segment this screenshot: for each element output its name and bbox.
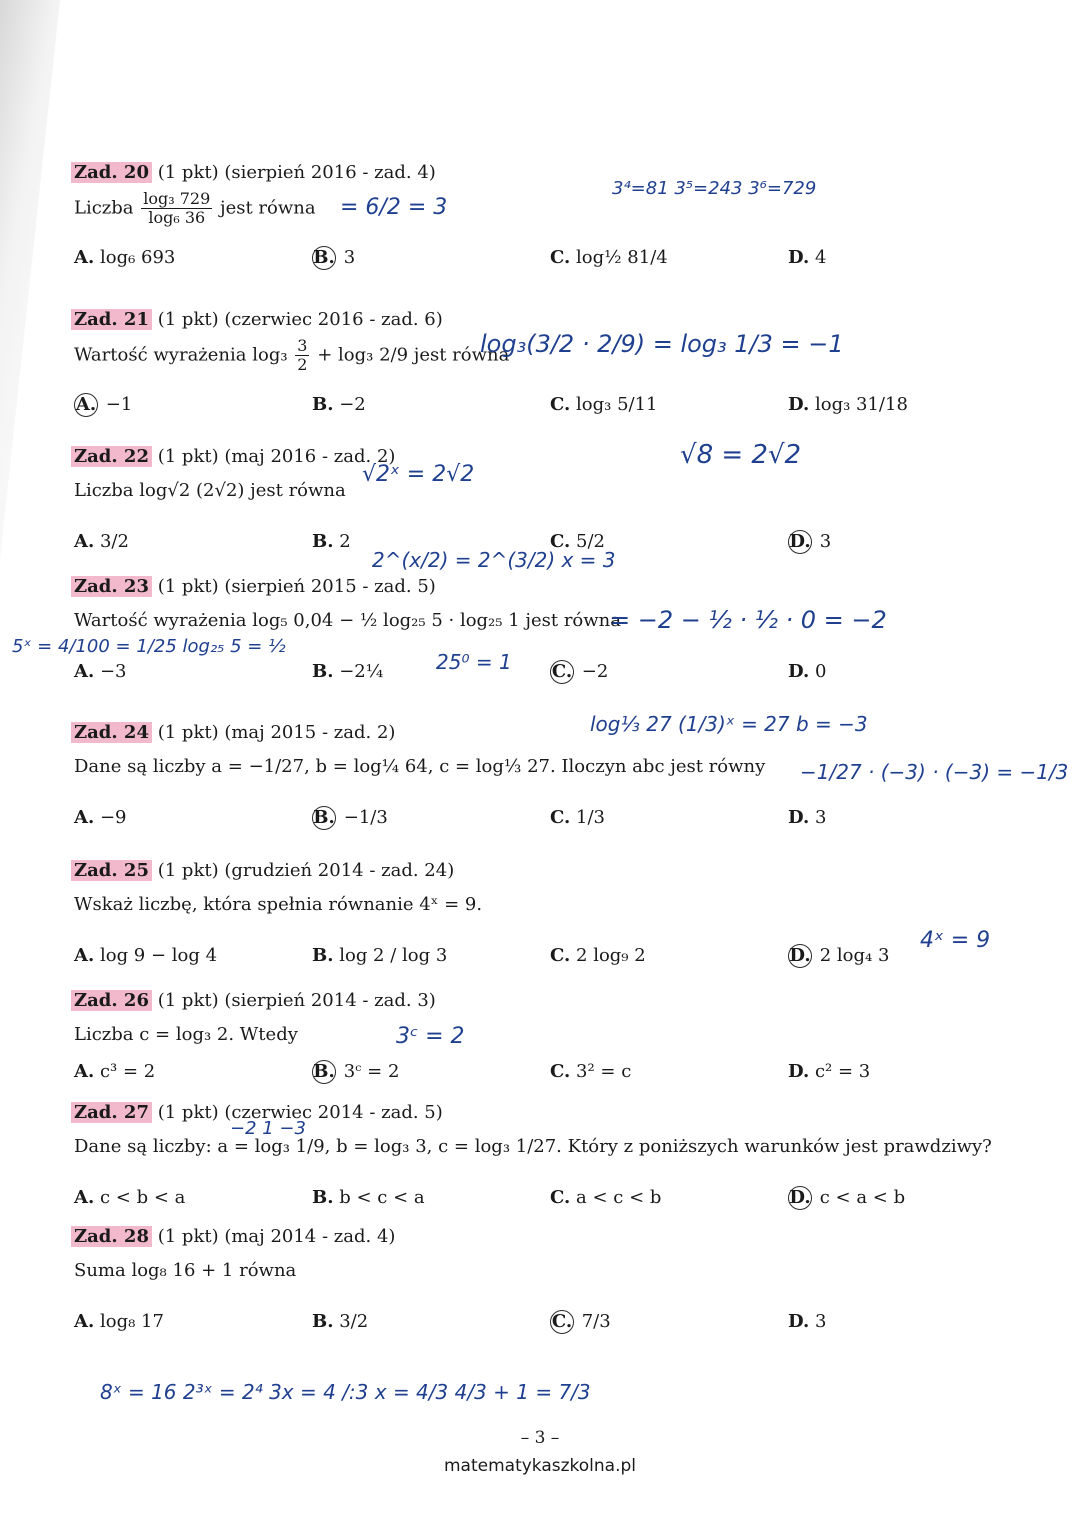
handwriting-note: = 6/2 = 3 — [340, 195, 448, 220]
answer-c[interactable]: C. 3² = c — [550, 1061, 632, 1082]
handwriting-note: −2 1 −3 — [230, 1118, 306, 1139]
handwriting-note: log⅓ 27 (1/3)ˣ = 27 b = −3 — [590, 712, 868, 736]
task-meta: (1 pkt) (czerwiec 2014 - zad. 5) — [157, 1102, 443, 1123]
handwriting-note: 25⁰ = 1 — [436, 650, 512, 674]
task-label: Zad. 28 — [71, 1226, 152, 1247]
task-label: Zad. 27 — [71, 1102, 152, 1123]
answer-a[interactable]: A. c < b < a — [74, 1187, 186, 1208]
handwriting-note: 8ˣ = 16 2³ˣ = 2⁴ 3x = 4 /:3 x = 4/3 4/3 + 1 = 7/3 — [100, 1380, 591, 1404]
handwriting-note: 2^(x/2) = 2^(3/2) x = 3 — [372, 548, 616, 572]
answer-c[interactable]: C. 5/2 — [550, 531, 605, 552]
task-meta: (1 pkt) (sierpień 2015 - zad. 5) — [157, 576, 436, 597]
handwriting-note: √2ˣ = 2√2 — [362, 462, 475, 487]
answer-c[interactable]: C. log₃ 5/11 — [550, 394, 658, 415]
answer-d-marked[interactable]: D. c < a < b — [789, 1187, 906, 1208]
handwriting-note: = −2 − ½ · ½ · 0 = −2 — [610, 606, 887, 634]
answer-b[interactable]: B. b < c < a — [312, 1187, 425, 1208]
task-label: Zad. 23 — [71, 576, 152, 597]
answer-d[interactable]: D. 3 — [788, 807, 827, 828]
task-question: Dane są liczby: a = log₃ 1/9, b = log₃ 3, c = log₃ 1/27. Który z poniższych warunków jest prawdziwy? — [74, 1136, 992, 1157]
page-number: – 3 – — [520, 1428, 560, 1448]
task-question: Wskaż liczbę, która spełnia równanie 4ˣ = 9. — [74, 894, 483, 915]
answer-c-marked[interactable]: C. −2 — [551, 661, 609, 682]
answer-b[interactable]: B. 2 — [312, 531, 351, 552]
answer-c[interactable]: C. log½ 81/4 — [550, 247, 668, 268]
task-20 — [74, 160, 1034, 278]
answer-d[interactable]: D. 0 — [788, 661, 827, 682]
task-label: Zad. 26 — [71, 990, 152, 1011]
task-meta: (1 pkt) (maj 2015 - zad. 2) — [157, 722, 396, 743]
handwriting-note: 3⁴=81 3⁵=243 3⁶=729 — [612, 178, 817, 199]
task-question: Wartość wyrażenia log₅ 0,04 − ½ log₂₅ 5 · log₂₅ 1 jest równa — [74, 610, 621, 631]
answer-row — [74, 798, 1034, 838]
answer-c[interactable]: C. a < c < b — [550, 1187, 662, 1208]
task-question: Dane są liczby a = −1/27, b = log¼ 64, c = log⅓ 27. Iloczyn abc jest równy — [74, 756, 766, 777]
answer-b-marked[interactable]: B. 3 — [313, 247, 356, 268]
task-label: Zad. 21 — [71, 309, 152, 330]
task-label: Zad. 20 — [71, 162, 152, 183]
answer-c-marked[interactable]: C. 7/3 — [551, 1311, 611, 1332]
answer-b[interactable]: B. −2¼ — [312, 661, 384, 682]
handwriting-note: 5ˣ = 4/100 = 1/25 log₂₅ 5 = ½ — [12, 636, 286, 657]
answer-row — [74, 936, 1034, 976]
site-footer: matematykaszkolna.pl — [443, 1456, 637, 1476]
answer-c[interactable]: C. 1/3 — [550, 807, 605, 828]
answer-d[interactable]: D. c² = 3 — [788, 1061, 871, 1082]
task-21 — [74, 307, 1034, 425]
answer-d[interactable]: D. 4 — [788, 247, 827, 268]
task-question: Wartość wyrażenia log₃ $\frac{3}{2}$ + log₃ 2/9 jest równa — [74, 336, 510, 374]
answer-a[interactable]: A. log₈ 17 — [74, 1311, 164, 1332]
answer-b[interactable]: B. 3/2 — [312, 1311, 369, 1332]
handwriting-note: −1/27 · (−3) · (−3) = −1/3 — [800, 760, 1069, 784]
handwriting-note: √8 = 2√2 — [680, 440, 802, 470]
answer-a-marked[interactable]: A. −1 — [75, 394, 133, 415]
task-25 — [74, 858, 1034, 976]
answer-a[interactable]: A. log₆ 693 — [74, 247, 176, 268]
task-meta: (1 pkt) (maj 2016 - zad. 2) — [157, 446, 396, 467]
handwriting-note: 4ˣ = 9 — [920, 928, 991, 953]
task-label: Zad. 22 — [71, 446, 152, 467]
answer-b-marked[interactable]: B. −1/3 — [313, 807, 388, 828]
answer-row — [74, 1178, 1034, 1218]
answer-row — [74, 238, 1034, 278]
handwriting-note: log₃(3/2 · 2/9) = log₃ 1/3 = −1 — [480, 330, 844, 358]
fraction: $\frac{\text{log₃ 729}}{\text{log₆ 36}}$ — [143, 189, 211, 227]
answer-a[interactable]: A. 3/2 — [74, 531, 129, 552]
answer-b[interactable]: B. log 2 / log 3 — [312, 945, 448, 966]
answer-row — [74, 385, 1034, 425]
task-22 — [74, 444, 1034, 562]
answer-d[interactable]: D. 3 — [788, 1311, 827, 1332]
task-meta: (1 pkt) (grudzień 2014 - zad. 24) — [157, 860, 455, 881]
task-meta: (1 pkt) (czerwiec 2016 - zad. 6) — [157, 309, 443, 330]
task-meta: (1 pkt) (sierpień 2014 - zad. 3) — [157, 990, 436, 1011]
answer-a[interactable]: A. −3 — [74, 661, 127, 682]
task-meta: (1 pkt) (sierpień 2016 - zad. 4) — [157, 162, 436, 183]
task-26 — [74, 988, 1034, 1092]
fraction: $\frac{3}{2}$ — [297, 336, 308, 374]
task-question: Liczba c = log₃ 2. Wtedy — [74, 1024, 298, 1045]
answer-d-marked[interactable]: D. 2 log₄ 3 — [789, 945, 890, 966]
answer-b[interactable]: B. −2 — [312, 394, 366, 415]
task-label: Zad. 24 — [71, 722, 152, 743]
answer-row — [74, 1052, 1034, 1092]
answer-a[interactable]: A. c³ = 2 — [74, 1061, 156, 1082]
answer-b-marked[interactable]: B. 3ᶜ = 2 — [313, 1061, 400, 1082]
answer-c[interactable]: C. 2 log₉ 2 — [550, 945, 646, 966]
task-meta: (1 pkt) (maj 2014 - zad. 4) — [157, 1226, 396, 1247]
task-27 — [74, 1100, 1034, 1218]
answer-d-marked[interactable]: D. 3 — [789, 531, 832, 552]
answer-d[interactable]: D. log₃ 31/18 — [788, 394, 908, 415]
task-question: Suma log₈ 16 + 1 równa — [74, 1260, 297, 1281]
task-23 — [74, 574, 1034, 692]
answer-row — [74, 1302, 1034, 1342]
task-28 — [74, 1224, 1034, 1342]
task-question: Liczba $\frac{\text{log₃ 729}}{\text{log₆ 36}}$ jest równa — [74, 189, 316, 227]
handwriting-note: 3ᶜ = 2 — [396, 1024, 465, 1049]
answer-a[interactable]: A. −9 — [74, 807, 127, 828]
page-edge-shadow — [0, 0, 60, 560]
answer-a[interactable]: A. log 9 − log 4 — [74, 945, 218, 966]
task-label: Zad. 25 — [71, 860, 152, 881]
answer-row — [74, 652, 1034, 692]
task-question: Liczba log√2 (2√2) jest równa — [74, 480, 346, 501]
